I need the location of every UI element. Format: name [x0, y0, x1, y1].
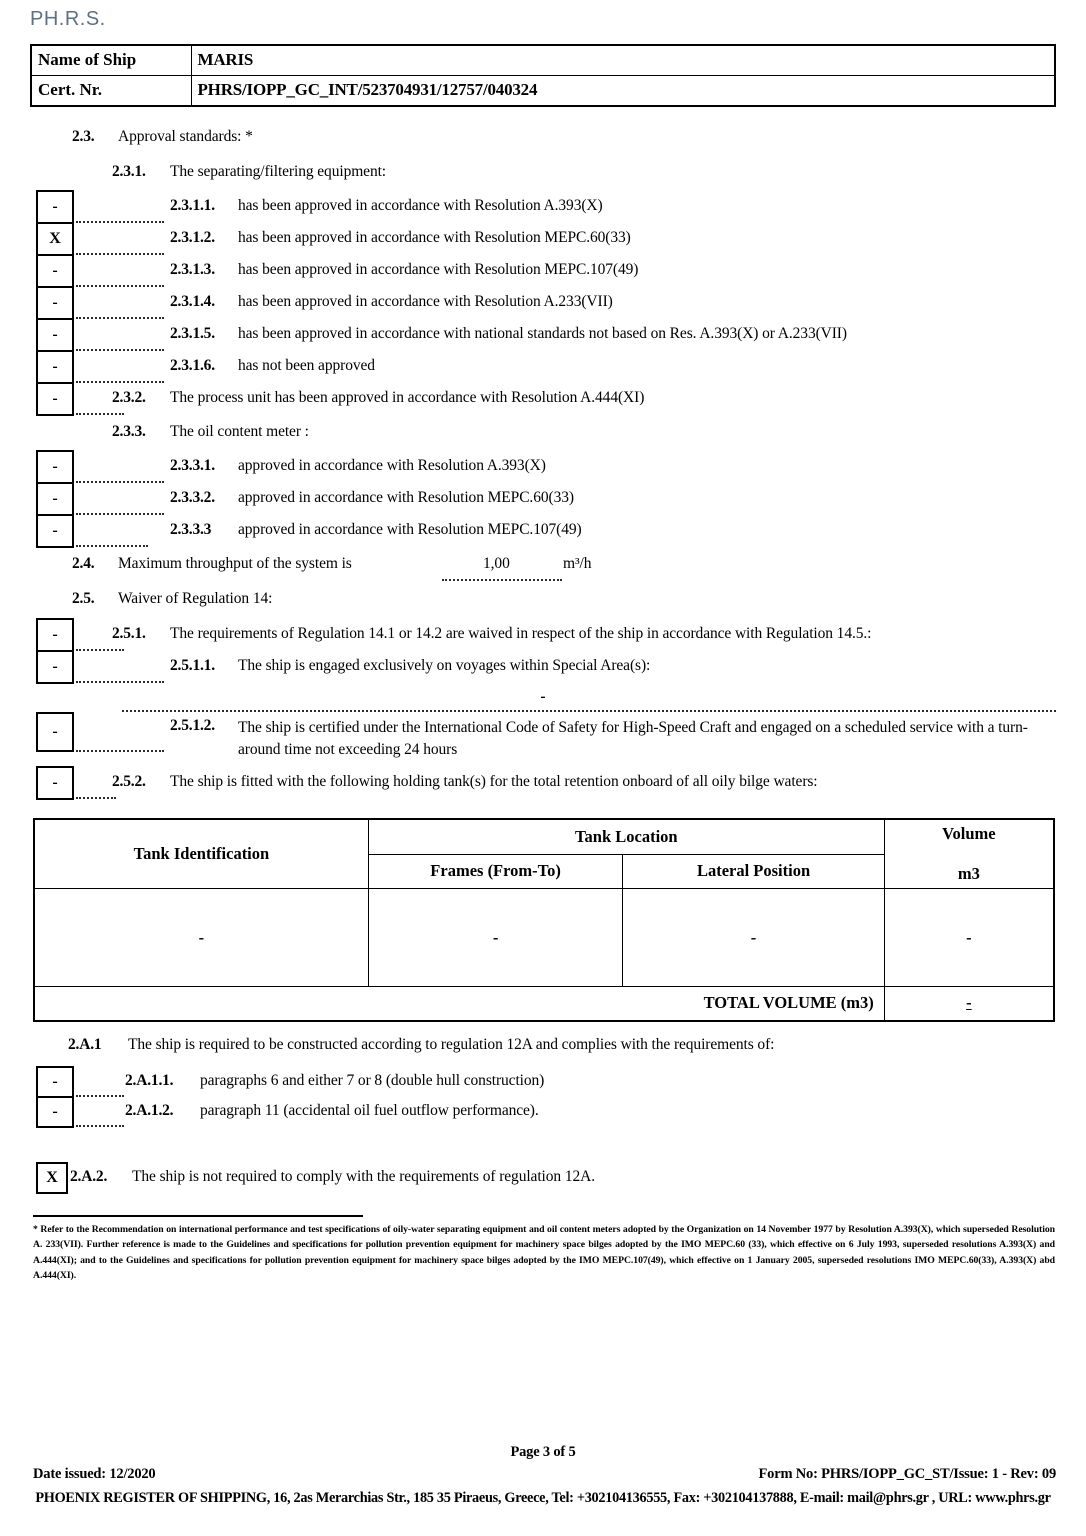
item-2-3-1-1-number: 2.3.1.1. [170, 197, 215, 214]
item-2-5-1-number: 2.5.1. [112, 625, 146, 642]
heading-2-3-text: Approval standards: * [118, 128, 253, 145]
dotted-leader [76, 253, 164, 255]
heading-2-5-number: 2.5. [72, 590, 95, 607]
dotted-leader [76, 649, 124, 651]
dotted-leader [76, 750, 164, 752]
checkbox-2-3-3-3[interactable]: - [36, 514, 74, 548]
item-2-3-1-4-number: 2.3.1.4. [170, 293, 215, 310]
ship-header-table [30, 44, 1056, 107]
heading-2-4-text: Maximum throughput of the system is [118, 555, 352, 572]
item-2-5-1-text: The requirements of Regulation 14.1 or 14.2 are waived in respect of the ship in accordance with Regulation 14.5.: [170, 625, 872, 642]
cell-volume[interactable]: - [884, 889, 1054, 987]
footnote-marker: * [33, 1224, 38, 1235]
item-2-A-1-2-text: paragraph 11 (accidental oil fuel outflow performance). [200, 1102, 539, 1119]
item-2-3-3-2-number: 2.3.3.2. [170, 489, 215, 506]
heading-2-3-1-text: The separating/filtering equipment: [170, 163, 387, 180]
phrs-logo: PH.R.S. [30, 8, 106, 30]
item-2-5-1-1-number: 2.5.1.1. [170, 657, 215, 674]
footnote-divider [33, 1215, 363, 1217]
dotted-leader [76, 381, 164, 383]
dotted-leader [76, 1125, 124, 1127]
item-2-5-1-2-text: The ship is certified under the International Code of Safety for High-Speed Craft and engaged on a scheduled service with a turn-around time not exceeding 24 hours [238, 719, 1028, 759]
item-2-5-2-text: The ship is fitted with the following holding tank(s) for the total retention onboard of all oily bilge waters: [170, 773, 818, 790]
item-2-5-1-1-text: The ship is engaged exclusively on voyages within Special Area(s): [238, 657, 651, 674]
item-2-A-1-1-text: paragraphs 6 and either 7 or 8 (double hull construction) [200, 1072, 545, 1089]
item-2-3-1-5-number: 2.3.1.5. [170, 325, 215, 342]
cert-nr-value: PHRS/IOPP_GC_INT/523704931/12757/040324 [191, 76, 1055, 107]
checkbox-2-5-2[interactable]: - [36, 766, 74, 800]
heading-2-5-text: Waiver of Regulation 14: [118, 590, 273, 607]
col-volume: Volume [942, 824, 996, 843]
item-2-3-1-5-text: has been approved in accordance with national standards not based on Res. A.393(X) or A.233(VII) [238, 325, 847, 342]
heading-2-3-number: 2.3. [72, 128, 95, 145]
col-frames: Frames (From-To) [368, 854, 622, 888]
col-volume-unit: m3 [957, 864, 980, 883]
item-2-3-1-6-text: has not been approved [238, 357, 375, 374]
item-2-5-1-2-number: 2.5.1.2. [170, 717, 215, 734]
item-2-3-1-1-text: has been approved in accordance with Resolution A.393(X) [238, 197, 603, 214]
item-2-3-1-2-number: 2.3.1.2. [170, 229, 215, 246]
item-2-A-2-text: The ship is not required to comply with the requirements of regulation 12A. [132, 1168, 595, 1185]
checkbox-2-5-1-2[interactable]: - [36, 712, 74, 752]
heading-2-3 [0, 128, 1086, 150]
checkbox-2-A-1-2[interactable]: - [36, 1096, 74, 1128]
item-2-5-2-number: 2.5.2. [112, 773, 146, 790]
table-total-row [34, 987, 1054, 1021]
item-2-3-1-6-number: 2.3.1.6. [170, 357, 215, 374]
form-number: Form No: PHRS/IOPP_GC_ST/Issue: 1 - Rev: 09 [758, 1466, 1056, 1482]
name-of-ship-label: Name of Ship [31, 45, 191, 76]
heading-2-3-3 [0, 423, 1086, 445]
special-areas-value[interactable]: - [540, 688, 546, 705]
dotted-leader [76, 413, 124, 415]
item-2-3-1-3-number: 2.3.1.3. [170, 261, 215, 278]
checkbox-2-3-1-5[interactable]: - [36, 318, 74, 352]
col-tank-identification: Tank Identification [34, 819, 368, 889]
item-2-A-1-1-number: 2.A.1.1. [125, 1072, 174, 1089]
organization-address: PHOENIX REGISTER OF SHIPPING, 16, 2as Merarchias Str., 185 35 Piraeus, Greece, Tel: +302104136555, Fax: +302104137888, E-mail: mail@phrs.gr , URL: www.phrs.gr [35, 1490, 1051, 1506]
table-row [34, 889, 1054, 987]
col-tank-location: Tank Location [368, 819, 884, 854]
name-of-ship-value: MARIS [191, 45, 1055, 76]
dotted-leader [442, 579, 562, 581]
item-2-3-3-3-text: approved in accordance with Resolution MEPC.107(49) [238, 521, 582, 538]
heading-2-4-number: 2.4. [72, 555, 95, 572]
table-header-row [34, 819, 1054, 854]
section-2-3 [0, 128, 1086, 196]
item-2-3-1-3-text: has been approved in accordance with Resolution MEPC.107(49) [238, 261, 639, 278]
dotted-leader [76, 349, 164, 351]
cell-tank-identification[interactable]: - [34, 889, 368, 987]
checkbox-2-3-3-1[interactable]: - [36, 450, 74, 484]
dotted-leader [76, 797, 116, 799]
item-2-3-2-number: 2.3.2. [112, 389, 146, 406]
max-throughput-unit: m³/h [563, 555, 592, 572]
item-2-A-2-number: 2.A.2. [70, 1168, 108, 1185]
page-number: Page 3 of 5 [510, 1444, 576, 1460]
heading-2-A-1-number: 2.A.1 [68, 1036, 102, 1053]
dotted-leader [76, 317, 164, 319]
holding-tanks-table [33, 818, 1055, 1022]
item-2-3-3-1-text: approved in accordance with Resolution A.393(X) [238, 457, 546, 474]
footnote-text: Refer to the Recommendation on international performance and test specifications of oily-water separating equipment and oil content meters adopted by the Organization on 14 November 1977 by Resolution A.393(X), which superseded Resolution A. 233(VII). Further reference is made to the Guidelines and specifications for pollution prevention equipment for machinery space bilges adopted by the IMO MEPC.60 (33), which effective on 6 July 1993, superseded resolutions A.393(X) and A.444(XI); and to the Guidelines and specifications for pollution prevention equipment for machinery space bilges adopted by the IMO MEPC.107(49), which effective on 1 January 2005, superseded resolutions IMO MEPC.60(33), A.393(X) abd A.444(XI). [33, 1224, 1056, 1281]
date-issued: Date issued: 12/2020 [33, 1466, 156, 1482]
dotted-leader [76, 481, 164, 483]
checkbox-2-3-3-2[interactable]: - [36, 482, 74, 516]
cell-frames[interactable]: - [368, 889, 622, 987]
checkbox-2-3-1-4[interactable]: - [36, 286, 74, 320]
checkbox-2-3-1-1[interactable]: - [36, 190, 74, 224]
dotted-leader [76, 545, 148, 547]
checkbox-2-3-1-3[interactable]: - [36, 254, 74, 288]
checkbox-2-3-1-2[interactable]: X [36, 222, 74, 256]
checkbox-2-A-2[interactable]: X [36, 1162, 68, 1194]
table-row [31, 76, 1055, 107]
total-volume-value[interactable]: - [966, 993, 972, 1013]
cell-lateral-position[interactable]: - [623, 889, 884, 987]
heading-2-3-3-text: The oil content meter : [170, 423, 309, 440]
heading-2-3-3-number: 2.3.3. [112, 423, 146, 440]
heading-2-3-1-number: 2.3.1. [112, 163, 146, 180]
col-lateral-position: Lateral Position [623, 854, 884, 888]
item-2-3-2-text: The process unit has been approved in accordance with Resolution A.444(XI) [170, 389, 645, 406]
dotted-leader [76, 285, 164, 287]
item-2-3-1-4-text: has been approved in accordance with Resolution A.233(VII) [238, 293, 613, 310]
heading-2-3-1 [0, 163, 1086, 185]
item-2-3-3-1-number: 2.3.3.1. [170, 457, 215, 474]
heading-2-A-1-text: The ship is required to be constructed according to regulation 12A and complies with the requirements of: [128, 1036, 775, 1053]
checkbox-2-5-1-1[interactable]: - [36, 650, 74, 684]
cert-nr-label: Cert. Nr. [31, 76, 191, 107]
max-throughput-value[interactable]: 1,00 [483, 555, 510, 572]
checkbox-2-5-1[interactable]: - [36, 618, 74, 652]
dotted-leader [76, 1095, 124, 1097]
item-2-3-1-2-text: has been approved in accordance with Resolution MEPC.60(33) [238, 229, 631, 246]
item-2-3-3-3-number: 2.3.3.3 [170, 521, 212, 538]
dotted-leader [76, 221, 164, 223]
item-2-A-1-2-number: 2.A.1.2. [125, 1102, 174, 1119]
dotted-leader [76, 513, 164, 515]
dotted-leader [76, 681, 164, 683]
total-volume-label: TOTAL VOLUME (m3) [34, 987, 884, 1021]
checkbox-2-3-2[interactable]: - [36, 382, 74, 416]
footnote [33, 1222, 1055, 1283]
table-row [31, 45, 1055, 76]
item-2-3-3-2-text: approved in accordance with Resolution MEPC.60(33) [238, 489, 574, 506]
special-areas-underline [122, 710, 1056, 712]
checkbox-2-A-1-1[interactable]: - [36, 1066, 74, 1098]
checkbox-2-3-1-6[interactable]: - [36, 350, 74, 384]
